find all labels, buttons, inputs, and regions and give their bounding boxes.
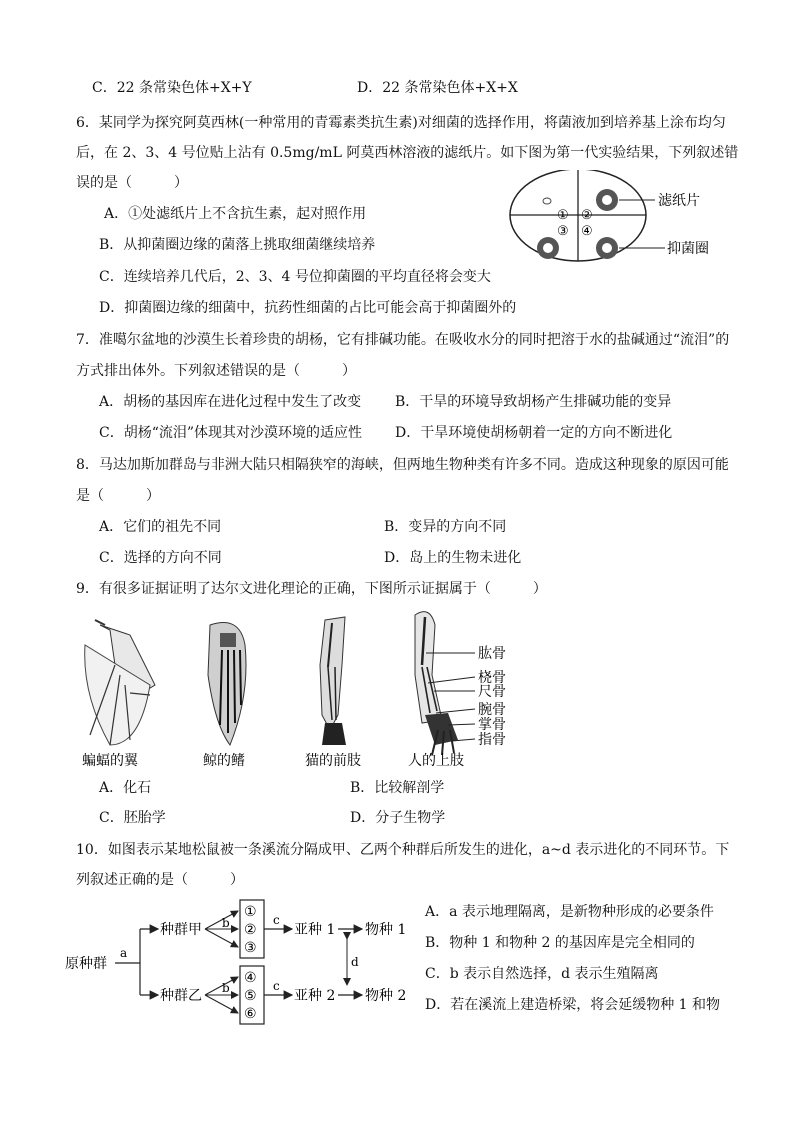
subspecies-1: 亚种 1	[294, 922, 336, 938]
bone-label-radius: 桡骨	[478, 670, 506, 686]
bone-label-carpals: 腕骨	[478, 702, 506, 718]
q7-stem-line2: 方式排出体外。下列叙述错误的是（ ）	[76, 363, 356, 379]
caption-human-arm: 人的上肢	[408, 753, 464, 769]
whale-flipper-drawing	[208, 623, 246, 746]
filter-paper-2	[602, 195, 612, 205]
q8-option-c: C．选择的方向不同	[99, 550, 222, 566]
q6-stem-line1: 6．某同学为探究阿莫西林(一种常用的青霉素类抗生素)对细菌的选择作用，将菌液加到培养基上涂布均匀	[76, 115, 726, 131]
species-1: 物种 1	[365, 922, 407, 938]
leader-carpals	[436, 709, 475, 713]
position-2-label: ②	[581, 208, 593, 223]
q10-option-b: B．物种 1 和物种 2 的基因库是完全相同的	[425, 935, 695, 951]
label-b-bottom: b	[222, 981, 230, 995]
filter-paper-4	[602, 243, 612, 253]
q10-option-a: A．a 表示地理隔离，是新物种形成的必要条件	[425, 904, 714, 920]
q9-stem-line1: 9．有很多证据证明了达尔文进化理论的正确，下图所示证据属于（ ）	[76, 581, 547, 597]
bone-label-phalanges: 指骨	[478, 732, 506, 748]
caption-cat-foreleg: 猫的前肢	[305, 753, 361, 769]
variant-2: ②	[244, 922, 257, 938]
petri-dish-figure	[505, 170, 745, 290]
filter-paper-control	[543, 198, 551, 204]
q10-stem-line1: 10．如图表示某地松鼠被一条溪流分隔成甲、乙两个种群后所发生的进化，a~d 表示进化的不同环节。下	[76, 842, 730, 858]
leader-radius	[428, 677, 475, 683]
bone-label-ulna: 尺骨	[478, 684, 506, 700]
q8-stem-line2: 是（ ）	[76, 488, 160, 504]
speciation-flow-diagram	[60, 895, 420, 1030]
bone-label-metacarpals: 掌骨	[478, 717, 506, 733]
q6-option-b: B．从抑菌圈边缘的菌落上挑取细菌继续培养	[99, 237, 376, 253]
variant-6: ⑥	[244, 1006, 257, 1022]
caption-whale-flipper: 鲸的鳍	[203, 753, 245, 769]
arrow-b-to-6	[205, 995, 238, 1013]
arrow-a-to-3	[205, 929, 238, 947]
q8-option-a: A．它们的祖先不同	[99, 519, 222, 535]
q7-option-b: B．干旱的环境导致胡杨产生排碱功能的变异	[395, 394, 672, 410]
q5-option-d: D．22 条常染色体+X+X	[357, 80, 518, 96]
q6-option-a: A．①处滤纸片上不含抗生素，起对照作用	[104, 206, 367, 222]
q6-option-d: D．抑菌圈边缘的细菌中，抗药性细菌的占比可能会高于抑菌圈外的	[99, 300, 517, 316]
q6-stem-line2: 后，在 2、3、4 号位贴上沾有 0.5mg/mL 阿莫西林溶液的滤纸片。如下图为第一代实验结果，下列叙述错	[76, 145, 739, 161]
population-b: 种群乙	[160, 988, 202, 1004]
variant-3: ③	[244, 940, 257, 956]
species-2: 物种 2	[365, 988, 407, 1004]
q7-option-c: C．胡杨“流泪”体现其对沙漠环境的适应性	[99, 425, 363, 441]
q7-option-a: A．胡杨的基因库在进化过程中发生了改变	[99, 394, 362, 410]
label-filter-paper: 滤纸片	[658, 193, 700, 209]
homologous-limbs-figure	[70, 605, 530, 775]
q6-option-c: C．连续培养几代后，2、3、4 号位抑菌圈的平均直径将会变大	[99, 269, 491, 285]
variant-1: ①	[244, 904, 257, 920]
q9-option-b: B．比较解剖学	[350, 780, 445, 796]
human-arm-drawing	[415, 612, 458, 755]
position-3-label: ③	[557, 224, 569, 239]
q8-option-b: B．变异的方向不同	[384, 519, 507, 535]
q9-option-a: A．化石	[99, 780, 152, 796]
q5-option-c: C．22 条常染色体+X+Y	[92, 80, 252, 96]
q7-option-d: D．干旱环境使胡杨朝着一定的方向不断进化	[395, 425, 673, 441]
variant-4: ④	[244, 970, 257, 986]
population-a: 种群甲	[160, 922, 202, 938]
q10-option-d: D．若在溪流上建造桥梁，将会延缓物种 1 和物	[425, 997, 721, 1013]
origin-population: 原种群	[65, 956, 107, 972]
q10-stem-line2: 列叙述正确的是（ ）	[76, 872, 244, 888]
label-a: a	[120, 946, 128, 960]
label-c-bottom: c	[273, 979, 280, 993]
label-b-top: b	[222, 916, 230, 930]
q7-stem-line1: 7．准噶尔盆地的沙漠生长着珍贵的胡杨，它有排碱功能。在吸收水分的同时把溶于水的盐碱通过“流泪”的	[76, 332, 730, 348]
q6-stem-line3: 误的是（ ）	[76, 175, 188, 191]
q8-option-d: D．岛上的生物未进化	[384, 550, 522, 566]
caption-bat-wing: 蝙蝠的翼	[82, 753, 138, 769]
bone-label-humerus: 肱骨	[478, 646, 506, 662]
q9-option-d: D．分子生物学	[350, 810, 446, 826]
q8-stem-line1: 8．马达加斯加群岛与非洲大陆只相隔狭窄的海峡，但两地生物种类有许多不同。造成这种现象的原因可能	[76, 457, 729, 473]
bat-wing-drawing	[85, 620, 155, 745]
label-c-top: c	[273, 913, 280, 927]
variant-5: ⑤	[244, 988, 257, 1004]
q9-option-c: C．胚胎学	[99, 810, 166, 826]
label-d: d	[351, 955, 359, 969]
label-inhibition-zone: 抑菌圈	[667, 241, 709, 257]
position-1-label: ①	[557, 208, 569, 223]
filter-paper-3	[543, 243, 553, 253]
position-4-label: ④	[581, 224, 593, 239]
subspecies-2: 亚种 2	[294, 988, 336, 1004]
cat-foreleg-drawing	[320, 617, 346, 745]
q10-option-c: C．b 表示自然选择，d 表示生殖隔离	[425, 966, 659, 982]
